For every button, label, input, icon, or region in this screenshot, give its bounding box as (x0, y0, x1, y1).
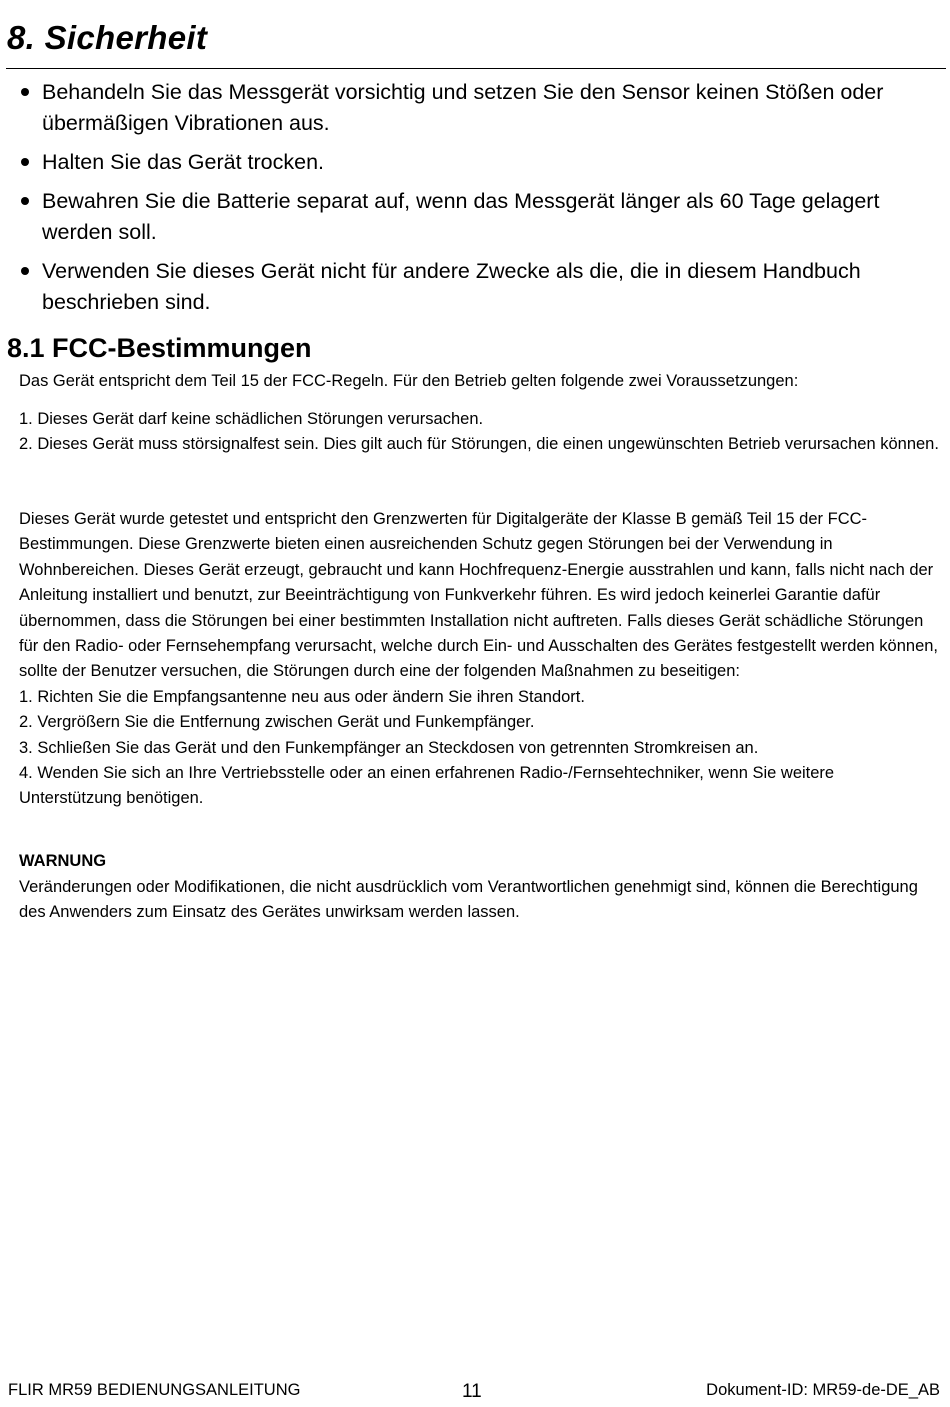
warning-text: Veränderungen oder Modifikationen, die nicht ausdrücklich vom Verantwortlichen genehmigt sind, können die Berechtigung des Anwenders zum Einsatz des Gerätes unwirksam werden lassen. (19, 878, 918, 922)
bullet-text: Behandeln Sie das Messgerät vorsichtig und setzen Sie den Sensor keinen Stößen oder übermäßigen Vibrationen aus. (42, 80, 884, 135)
subsection-heading: 8.1 FCC-Bestimmungen (7, 333, 312, 363)
bullet-text: Verwenden Sie dieses Gerät nicht für andere Zwecke als die, die in diesem Handbuch beschrieben sind. (42, 259, 861, 314)
section-heading: 8. Sicherheit (7, 19, 208, 56)
safety-bullet-item (0, 256, 950, 318)
bullet-dot-icon (21, 158, 29, 166)
bullet-text: Halten Sie das Gerät trocken. (42, 150, 325, 174)
fcc-condition-item: 1. Dieses Gerät darf keine schädlichen Störungen verursachen. (19, 410, 484, 428)
footer-manual-title: FLIR MR59 BEDIENUNGSANLEITUNG (8, 1381, 301, 1399)
heading-rule (6, 68, 946, 69)
warning-title: WARNUNG (19, 852, 107, 870)
fcc-measure-item: 1. Richten Sie die Empfangsantenne neu aus oder ändern Sie ihren Standort. (19, 687, 585, 706)
bullet-text: Bewahren Sie die Batterie separat auf, wenn das Messgerät länger als 60 Tage gelagert werden soll. (42, 189, 880, 244)
safety-bullet-list (0, 77, 950, 326)
fcc-condition-item: 2. Dieses Gerät muss störsignalfest sein. Dies gilt auch für Störungen, die einen ungewünschten Betrieb verursachen können. (19, 435, 939, 454)
fcc-measure-item: 2. Vergrößern Sie die Entfernung zwischen Gerät und Funkempfänger. (19, 713, 535, 732)
fcc-paragraph: Dieses Gerät wurde getestet und entspricht den Grenzwerten für Digitalgeräte der Klasse B gemäß Teil 15 der FCC-Bestimmungen. Diese Grenzwerte bieten einen ausreichenden Schutz gegen Störungen bei der Verwendung in Wohnbereichen. Dieses Gerät erzeugt, gebraucht und kann Hochfrequenz-Energie ausstrahlen und kann, falls nicht nach der Anleitung installiert und benutzt, zur Beeinträchtigung von Funkverkehr führen. Es wird jedoch keinerlei Garantie dafür übernommen, dass die Störungen bei einer bestimmten Installation nicht auftreten. Falls dieses Gerät schädliche Störungen für den Radio- oder Fernsehempfang verursacht, welche durch Ein- und Ausschalten des Gerätes festgestellt werden können, sollte der Benutzer versuchen, die Störungen durch eine der folgenden Maßnahmen zu beseitigen: (19, 510, 939, 681)
bullet-dot-icon (21, 88, 29, 96)
fcc-measure-item: 4. Wenden Sie sich an Ihre Vertriebsstelle oder an einen erfahrenen Radio-/Fernsehtechniker, wenn Sie weitere Unterstützung benötigen. (19, 764, 835, 808)
fcc-paragraph-block (19, 507, 939, 812)
safety-bullet-item (0, 186, 950, 248)
fcc-measure-item: 3. Schließen Sie das Gerät und den Funkempfänger an Steckdosen von getrennten Stromkreisen an. (19, 738, 759, 757)
bullet-dot-icon (21, 267, 29, 275)
fcc-intro: Das Gerät entspricht dem Teil 15 der FCC-Regeln. Für den Betrieb gelten folgende zwei Voraussetzungen: (19, 372, 799, 390)
footer-page-number: 11 (462, 1381, 482, 1402)
bullet-dot-icon (21, 197, 29, 205)
safety-bullet-item (0, 147, 950, 178)
safety-bullet-item (0, 77, 950, 139)
fcc-conditions-list (19, 407, 939, 458)
footer-document-id: Dokument-ID: MR59-de-DE_AB (706, 1381, 940, 1399)
